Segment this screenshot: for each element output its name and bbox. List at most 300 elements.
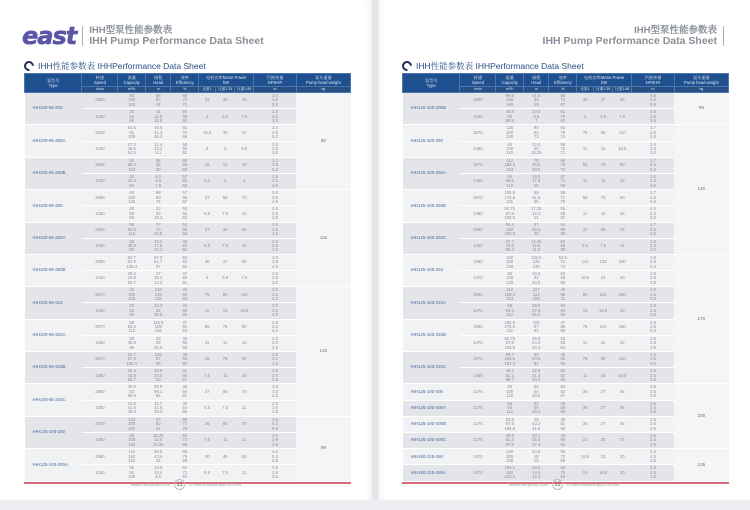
capacity-cell: [496, 238, 524, 254]
efficiency-value: 52: [182, 254, 188, 260]
npshr-cell: [632, 173, 674, 189]
npshr-cell: [254, 222, 296, 238]
head-cell: [524, 384, 549, 400]
capacity-value: 100: [506, 388, 514, 394]
head-value: 48.5: [532, 393, 541, 399]
capacity-value: 166: [506, 97, 514, 103]
motor-power-cell: 30: [235, 157, 254, 173]
head-cell: [524, 432, 549, 448]
npshr-value: 2.8: [272, 287, 278, 293]
pump-type[interactable]: IHH125-100-315: [403, 254, 460, 286]
speed-cell: 2980: [460, 287, 496, 303]
head-value: 57: [533, 222, 539, 228]
efficiency-value: 66: [560, 279, 566, 285]
motor-power-cell: 15: [594, 368, 613, 384]
efficiency-value: 61: [182, 279, 188, 285]
motor-power-cell: 55: [216, 384, 235, 400]
npshr-value: 3.0: [272, 247, 278, 253]
motor-power-cell: 22: [199, 93, 216, 109]
npshr-cell: [632, 222, 674, 238]
capacity-value: 60: [129, 215, 135, 221]
capacity-value: 104: [128, 166, 136, 172]
efficiency-value: 51: [560, 421, 566, 427]
efficiency-value: 60: [182, 356, 188, 362]
efficiency-value: 75: [182, 453, 188, 459]
efficiency-cell: [549, 384, 577, 400]
head-value: 77: [155, 222, 161, 228]
table-row: [25, 93, 351, 109]
capacity-value: 197.4: [504, 360, 515, 366]
speed-cell: 2970: [82, 416, 118, 432]
table-row: [403, 93, 729, 109]
motor-power-cell: 5.5: [594, 109, 613, 125]
motor-power-cell: 55: [235, 254, 254, 270]
npshr-value: 2.8: [650, 453, 656, 459]
efficiency-value: 62: [182, 360, 188, 366]
motor-power-cell: 7.5: [216, 400, 235, 416]
unit-p2: 比重1.35: [216, 87, 235, 93]
header-npshr: 汽蚀余量 NPSHR: [254, 74, 296, 87]
capacity-cell: [118, 222, 146, 238]
efficiency-value: 64: [560, 344, 566, 350]
npshr-value: 2.8: [650, 372, 656, 378]
pump-type[interactable]: IHH100-65-200A: [25, 125, 82, 157]
head-value: 16: [533, 182, 539, 188]
efficiency-value: 52: [560, 368, 566, 374]
npshr-value: 3.6: [272, 474, 278, 480]
speed-cell: 1475: [460, 400, 496, 416]
table-row: [25, 287, 351, 303]
efficiency-value: 59: [182, 388, 188, 394]
pump-type[interactable]: IHH150-125-250A: [403, 465, 460, 481]
motor-power-cell: 4: [199, 271, 216, 287]
capacity-value: 200: [506, 129, 514, 135]
pump-type[interactable]: IHH125-100-315C: [403, 352, 460, 384]
unit-weight: kg: [674, 87, 728, 93]
efficiency-value: 71: [560, 194, 566, 200]
capacity-value: 190.8: [504, 231, 515, 237]
head-cell: [524, 400, 549, 416]
head-value: 26.5: [532, 312, 541, 318]
pump-type[interactable]: IHH125-100-315A: [403, 287, 460, 319]
pump-type[interactable]: IHH100-65-315C: [25, 384, 82, 416]
efficiency-value: 61: [560, 109, 566, 115]
motor-power-cell: 30: [577, 400, 594, 416]
speed-cell: 1450: [82, 432, 118, 448]
motor-power-cell: 90: [613, 190, 632, 206]
capacity-value: 52.7: [127, 376, 136, 382]
efficiency-cell: [171, 416, 199, 432]
table-header: [403, 74, 729, 93]
pump-type[interactable]: IHH100-65-200B: [25, 157, 82, 189]
head-value: 80: [155, 194, 161, 200]
motor-power-cell: 4: [235, 173, 254, 189]
head-value: 22.5: [532, 141, 541, 147]
npshr-value: 2.5: [272, 210, 278, 216]
speed-cell: 2970: [460, 125, 496, 141]
npshr-value: 3.2: [272, 388, 278, 394]
npshr-value: 3.6: [272, 226, 278, 232]
efficiency-value: 63: [560, 376, 566, 382]
capacity-value: 186.3: [504, 162, 515, 168]
efficiency-cell: [171, 238, 199, 254]
head-cell: [146, 125, 171, 141]
motor-power-cell: 18.5: [577, 449, 594, 465]
npshr-value: 5.2: [650, 97, 656, 103]
npshr-value: 2.5: [650, 335, 656, 341]
head-cell: [146, 141, 171, 157]
pump-type[interactable]: IHH125-100-315B: [403, 319, 460, 351]
motor-power-cell: 15: [235, 368, 254, 384]
motor-power-cell: 22: [594, 271, 613, 287]
npshr-cell: [632, 141, 674, 157]
efficiency-value: 58: [560, 210, 566, 216]
npshr-value: 2.3: [650, 210, 656, 216]
head-value: 61.7: [154, 259, 163, 265]
efficiency-value: 62: [560, 372, 566, 378]
motor-power-cell: 11: [613, 238, 632, 254]
npshr-value: 2.5: [272, 113, 278, 119]
head-value: 35: [155, 162, 161, 168]
capacity-cell: [118, 287, 146, 303]
head-value: 82: [155, 393, 161, 399]
motor-power-cell: 11: [577, 206, 594, 222]
efficiency-cell: [549, 335, 577, 351]
pump-type[interactable]: IHH125-100-400A: [403, 400, 460, 416]
capacity-value: 120: [128, 441, 136, 447]
npshr-value: 2.5: [650, 388, 656, 394]
efficiency-value: 73: [560, 263, 566, 269]
efficiency-value: 63: [182, 328, 188, 334]
head-value: 9.1: [155, 150, 162, 156]
pump-type[interactable]: IHH100-65-315B: [25, 352, 82, 384]
motor-power-cell: 45: [613, 93, 632, 109]
motor-power-cell: 132: [594, 254, 613, 270]
head-value: 28: [155, 340, 161, 346]
pump-type[interactable]: IHH125-100-400C: [403, 432, 460, 448]
npshr-value: 2.9: [272, 437, 278, 443]
capacity-value: 28: [129, 335, 135, 341]
head-cell: [524, 254, 549, 270]
pump-type[interactable]: IHH100-65-250B: [25, 254, 82, 286]
head-value: 26.5: [154, 344, 163, 350]
head-value: 24.3: [154, 372, 163, 378]
efficiency-value: 75: [560, 469, 566, 475]
capacity-value: 50: [129, 113, 135, 119]
npshr-value: 2.5: [272, 432, 278, 438]
efficiency-value: 64: [182, 432, 188, 438]
motor-power-cell: 7.5: [235, 109, 254, 125]
pump-type[interactable]: IHH100-65-200: [25, 93, 82, 125]
efficiency-value: 49: [560, 287, 566, 293]
pump-type[interactable]: IHH125-100-400B: [403, 416, 460, 432]
head-value: 16.1: [154, 247, 163, 253]
npshr-value: 5.5: [650, 231, 656, 237]
capacity-cell: [496, 157, 524, 173]
page-footer: [378, 479, 750, 490]
motor-power-cell: 37: [235, 125, 254, 141]
motor-power-cell: 11: [577, 335, 594, 351]
npshr-value: 3.8: [650, 312, 656, 318]
motor-power-cell: 75: [594, 157, 613, 173]
capacity-value: 46.8: [127, 243, 136, 249]
capacity-cell: [496, 190, 524, 206]
capacity-cell: [496, 125, 524, 141]
pump-type[interactable]: IHH125-100-250A: [403, 157, 460, 189]
head-value: 109: [154, 324, 162, 330]
head-value: 104: [154, 328, 162, 334]
capacity-cell: [118, 400, 146, 416]
pump-type[interactable]: IHH100-65-250A: [25, 222, 82, 254]
speed-cell: 2970: [460, 352, 496, 368]
npshr-value: 4.5: [650, 324, 656, 330]
efficiency-value: 56: [182, 340, 188, 346]
npshr-value: 3.2: [272, 356, 278, 362]
efficiency-value: 77: [182, 421, 188, 427]
npshr-cell: [632, 303, 674, 319]
motor-power-cell: 55: [613, 400, 632, 416]
capacity-value: 45.5: [127, 145, 136, 151]
head-value: 11.0: [154, 117, 163, 123]
npshr-cell: [254, 384, 296, 400]
efficiency-value: 43: [560, 432, 566, 438]
pump-type[interactable]: IHH125-100-400: [403, 384, 460, 400]
capacity-value: 211: [506, 198, 514, 204]
capacity-value: 98.7: [505, 376, 514, 382]
npshr-value: 4.2: [272, 328, 278, 334]
pump-type[interactable]: IHH150-125-250: [403, 449, 460, 465]
head-cell: [146, 109, 171, 125]
efficiency-cell: [549, 190, 577, 206]
speed-cell: 1450: [82, 206, 118, 222]
npshr-value: 2.8: [650, 307, 656, 313]
pump-type[interactable]: IHH100-65-315A: [25, 319, 82, 351]
npshr-cell: [254, 93, 296, 109]
capacity-cell: [496, 303, 524, 319]
head-value: 46: [533, 231, 539, 237]
head-value: 23: [155, 376, 161, 382]
efficiency-cell: [171, 352, 199, 368]
speed-cell: 2960: [82, 449, 118, 465]
motor-power-cell: 15: [594, 141, 613, 157]
capacity-cell: [496, 141, 524, 157]
npshr-cell: [632, 271, 674, 287]
head-value: 45: [533, 416, 539, 422]
capacity-value: 60: [129, 92, 135, 98]
head-value: 17.25: [531, 206, 542, 212]
efficiency-value: 50: [182, 206, 188, 212]
npshr-cell: [632, 93, 674, 109]
motor-power-cell: 15: [199, 157, 216, 173]
capacity-value: 56: [507, 173, 513, 179]
head-value: 67.9: [154, 254, 163, 260]
speed-cell: 1450: [460, 238, 496, 254]
motor-power-cell: 55: [594, 222, 613, 238]
npshr-cell: [254, 335, 296, 351]
motor-power-cell: 18.5: [199, 125, 216, 141]
npshr-value: 4.5: [650, 194, 656, 200]
pump-type[interactable]: IHH125-100-200: [25, 416, 82, 448]
motor-power-cell: 22: [216, 157, 235, 173]
speed-cell: 1440: [82, 109, 118, 125]
capacity-value: 105.5: [504, 344, 515, 350]
capacity-value: 93.5: [127, 226, 136, 232]
npshr-cell: [254, 287, 296, 303]
pump-type[interactable]: IHH125-100-250C: [403, 222, 460, 254]
capacity-value: 93.5: [127, 324, 136, 330]
capacity-value: 49.8: [127, 409, 136, 415]
motor-power-cell: 45: [216, 222, 235, 238]
motor-power-cell: 30: [613, 303, 632, 319]
head-cell: [146, 416, 171, 432]
motor-power-cell: 18.5: [235, 303, 254, 319]
table-row: [403, 384, 729, 400]
efficiency-value: 55: [182, 372, 188, 378]
footer-website[interactable]: www.eastpump.com: [130, 482, 171, 487]
npshr-value: 3.4: [272, 125, 278, 131]
capacity-value: 182: [128, 453, 136, 459]
efficiency-value: 45: [182, 384, 188, 390]
motor-power-cell: 75: [216, 319, 235, 335]
head-value: 125: [532, 259, 540, 265]
motor-power-cell: 55: [216, 416, 235, 432]
efficiency-value: 68: [560, 231, 566, 237]
pump-type[interactable]: IHH125-100-200B: [403, 93, 460, 125]
npshr-value: 3.7: [650, 190, 656, 196]
capacity-cell: [118, 384, 146, 400]
npshr-value: 2.5: [272, 178, 278, 184]
head-value: 34: [155, 457, 161, 463]
footer-email[interactable]: E-mail:eastpump@163.net: [189, 482, 242, 487]
motor-power-cell: 7.5: [216, 238, 235, 254]
npshr-value: 3.9: [272, 162, 278, 168]
npshr-value: 3.8: [650, 376, 656, 382]
head-value: 20.3: [154, 409, 163, 415]
header-type: 泵型号 Type: [403, 74, 460, 93]
efficiency-value: 68: [182, 166, 188, 172]
motor-power-cell: 18.5: [577, 271, 594, 287]
head-value: 50.5: [154, 449, 163, 455]
npshr-value: 5.2: [272, 166, 278, 172]
npshr-value: 2.5: [272, 409, 278, 415]
pump-type[interactable]: IHH100-65-315: [25, 287, 82, 319]
unit-speed: r/min: [460, 87, 496, 93]
efficiency-cell: [171, 400, 199, 416]
head-value: 36.3: [154, 134, 163, 140]
capacity-value: 60: [129, 312, 135, 318]
head-value: 21.3: [532, 372, 541, 378]
header-row: [25, 74, 351, 87]
capacity-cell: [118, 109, 146, 125]
motor-power-cell: 30: [199, 254, 216, 270]
ring-icon: [400, 59, 414, 73]
capacity-value: 100: [128, 194, 136, 200]
efficiency-value: 72: [560, 145, 566, 151]
capacity-value: 112: [506, 312, 514, 318]
unit-npshr: m: [254, 87, 296, 93]
head-value: 69: [533, 190, 539, 196]
head-value: 32: [155, 307, 161, 313]
unit-efficiency: %: [171, 87, 199, 93]
capacity-value: 60: [129, 117, 135, 123]
head-value: 41.9: [532, 425, 541, 431]
head-value: 10.5: [532, 109, 541, 115]
capacity-value: 105.5: [504, 190, 515, 196]
npshr-cell: [254, 109, 296, 125]
capacity-value: 87.8: [127, 356, 136, 362]
npshr-value: 2.0: [272, 335, 278, 341]
head-value: 78: [533, 157, 539, 163]
npshr-value: 2.3: [650, 465, 656, 471]
speed-cell: 2950: [460, 93, 496, 109]
head-value: 27.5: [532, 307, 541, 313]
head-cell: [524, 190, 549, 206]
unit-head: m: [524, 87, 549, 93]
unit-capacity: m³/h: [496, 87, 524, 93]
efficiency-cell: [549, 287, 577, 303]
efficiency-value: 75: [182, 425, 188, 431]
capacity-cell: [118, 254, 146, 270]
pump-type[interactable]: IHH125-100-250: [403, 125, 460, 157]
npshr-value: 2.0: [272, 404, 278, 410]
pump-head-weight: 135: [674, 449, 728, 481]
capacity-value: 105.4: [126, 263, 137, 269]
head-value: 22.7: [154, 400, 163, 406]
efficiency-value: 56: [560, 425, 566, 431]
motor-power-cell: 37: [594, 93, 613, 109]
pump-type[interactable]: IHH125-100-250B: [403, 190, 460, 222]
npshr-value: 4.5: [272, 449, 278, 455]
npshr-value: 5.0: [650, 263, 656, 269]
head-value: 43.4: [154, 453, 163, 459]
speed-cell: 2970: [82, 319, 118, 335]
head-value: 52: [533, 384, 539, 390]
efficiency-value: 60: [560, 157, 566, 163]
head-value: 10.4: [154, 145, 163, 151]
motor-power-cell: 15: [216, 303, 235, 319]
efficiency-value: 63: [182, 117, 188, 123]
head-value: 38.5: [532, 437, 541, 443]
head-value: 9.2: [155, 173, 162, 179]
efficiency-cell: [171, 271, 199, 287]
npshr-value: 3.6: [272, 194, 278, 200]
pump-head-weight: 80: [296, 93, 350, 190]
efficiency-value: 58: [182, 344, 188, 350]
head-value: 50: [533, 404, 539, 410]
motor-power-cell: 22: [594, 449, 613, 465]
efficiency-value: 62: [182, 465, 188, 471]
npshr-value: 4.0: [650, 287, 656, 293]
header-speed: 转速 Speed: [82, 74, 118, 87]
head-value: 10.4: [154, 469, 163, 475]
capacity-value: 43.3: [127, 178, 136, 184]
npshr-value: 2.5: [272, 238, 278, 244]
pump-type[interactable]: IHH125-100-200A: [25, 449, 82, 481]
capacity-cell: [496, 287, 524, 303]
efficiency-cell: [549, 173, 577, 189]
speed-cell: 1475: [460, 416, 496, 432]
footer-email[interactable]: E-mail:eastpump@163.net: [567, 482, 620, 487]
head-value: 12.5: [154, 113, 163, 119]
capacity-value: 112: [506, 287, 514, 293]
footer-website[interactable]: www.eastpump.com: [508, 482, 549, 487]
pump-type[interactable]: IHH100-65-250: [25, 190, 82, 222]
capacity-value: 49.8: [127, 384, 136, 390]
speed-cell: 2980: [460, 254, 496, 270]
head-value: 73: [533, 134, 539, 140]
capacity-value: 50: [129, 307, 135, 313]
efficiency-value: 64: [182, 215, 188, 221]
